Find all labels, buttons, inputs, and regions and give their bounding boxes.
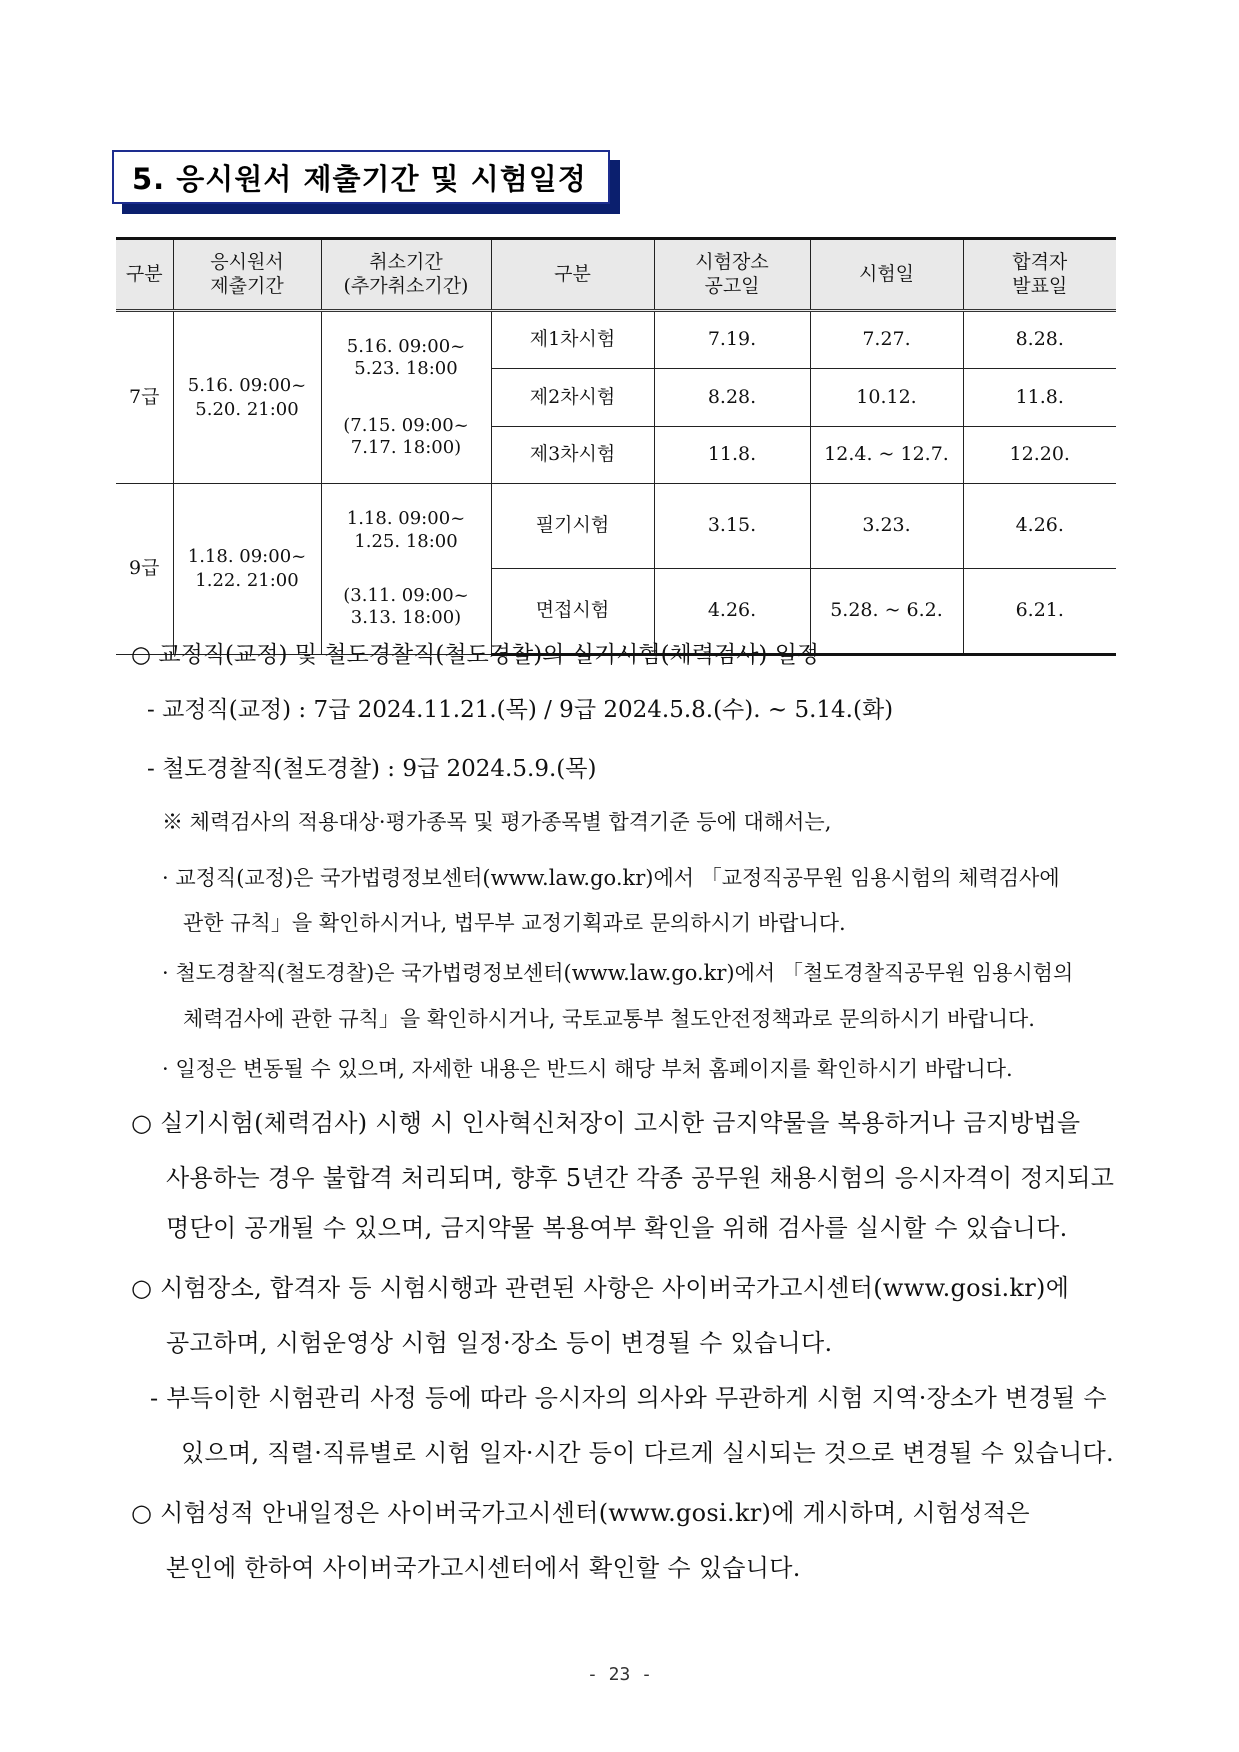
grade-cell: 9급 (116, 484, 173, 654)
exam-score-cont: 본인에 한하여 사이버국가고시센터에서 확인할 수 있습니다. (166, 1554, 801, 1582)
exam-date-cell: 5.28. ~ 6.2. (810, 568, 963, 654)
header-cancel-period: 취소기간 (추가취소기간) (321, 239, 491, 311)
cancel-period-cell (321, 484, 491, 654)
title-frame (112, 150, 610, 204)
cancel-period: 5.16. 09:00~ 5.23. 18:00 (346, 335, 466, 380)
table-header-row (116, 239, 1116, 311)
table-row (116, 311, 1116, 369)
exam-date-cell: 3.23. (810, 484, 963, 568)
result-date-cell: 12.20. (963, 426, 1116, 483)
header-category: 구분 (116, 239, 173, 311)
venue-notice-cell: 4.26. (654, 568, 810, 654)
venue-change-note: - 부득이한 시험관리 사정 등에 따라 응시자의 의사와 무관하게 시험 지역·장소가 변경될 수 (150, 1384, 1107, 1412)
header-venue-notice: 시험장소 공고일 (654, 239, 810, 311)
stage-cell: 제1차시험 (491, 311, 654, 369)
header-exam-date: 시험일 (810, 239, 963, 311)
stage-cell: 제3차시험 (491, 426, 654, 483)
header-submission-period: 응시원서 제출기간 (173, 239, 321, 311)
note-fitness-test: ※ 체력검사의 적용대상·평가종목 및 평가종목별 합격기준 등에 대해서는, (162, 810, 832, 834)
note-correction-law: · 교정직(교정)은 국가법령정보센터(www.law.go.kr)에서 「교정직공무원 임용시험의 체력검사에 (162, 866, 1060, 890)
exam-date-cell: 12.4. ~ 12.7. (810, 426, 963, 483)
cancel-extra-period: (3.11. 09:00~ 3.13. 18:00) (343, 584, 469, 629)
exam-date-cell: 10.12. (810, 369, 963, 426)
submission-period-cell: 5.16. 09:00~ 5.20. 21:00 (173, 311, 321, 484)
cancel-period-cell (321, 311, 491, 484)
table-row (116, 484, 1116, 568)
note-railroad-law-cont: 체력검사에 관한 규칙」을 확인하시거나, 국토교통부 철도안전정책과로 문의하시기 바랍니다. (183, 1007, 1035, 1031)
header-stage: 구분 (491, 239, 654, 311)
submission-period-cell: 1.18. 09:00~ 1.22. 21:00 (173, 484, 321, 654)
venue-notice-cell: 8.28. (654, 369, 810, 426)
bullet-practical-exam-schedule: ○ 교정직(교정) 및 철도경찰직(철도경찰)의 실기시험(체력검사) 일정 (131, 642, 820, 668)
exam-venue-notice-cont: 공고하며, 시험운영상 시험 일정·장소 등이 변경될 수 있습니다. (166, 1329, 833, 1357)
result-date-cell: 11.8. (963, 369, 1116, 426)
cancel-period: 1.18. 09:00~ 1.25. 18:00 (346, 508, 466, 552)
page-number: - 23 - (586, 1664, 653, 1685)
schedule-correction: - 교정직(교정) : 7급 2024.11.21.(목) / 9급 2024.5.8.(수). ~ 5.14.(화) (147, 697, 894, 723)
section-title: 5. 응시원서 제출기간 및 시험일정 (132, 161, 587, 196)
stage-cell: 면접시험 (491, 568, 654, 654)
stage-cell: 필기시험 (491, 484, 654, 568)
section-title-box (112, 150, 610, 204)
venue-notice-cell: 11.8. (654, 426, 810, 483)
bullet-prohibited-drugs: ○ 실기시험(체력검사) 시행 시 인사혁신처장이 고시한 금지약물을 복용하거나 금지방법을 (131, 1109, 1081, 1137)
venue-change-note-cont: 있으며, 직렬·직류별로 시험 일자·시간 등이 다르게 실시되는 것으로 변경될 수 있습니다. (181, 1439, 1114, 1467)
grade-cell: 7급 (116, 311, 173, 484)
exam-date-cell: 7.27. (810, 311, 963, 369)
venue-notice-cell: 7.19. (654, 311, 810, 369)
venue-notice-cell: 3.15. (654, 484, 810, 568)
result-date-cell: 4.26. (963, 484, 1116, 568)
prohibited-drugs-cont-2: 명단이 공개될 수 있으며, 금지약물 복용여부 확인을 위해 검사를 실시할 수 있습니다. (166, 1214, 1068, 1242)
bullet-exam-venue-notice: ○ 시험장소, 합격자 등 시험시행과 관련된 사항은 사이버국가고시센터(www.gosi.kr)에 (131, 1274, 1070, 1302)
result-date-cell: 6.21. (963, 568, 1116, 654)
schedule-railroad-police: - 철도경찰직(철도경찰) : 9급 2024.5.9.(목) (147, 756, 597, 782)
result-date-cell: 8.28. (963, 311, 1116, 369)
note-schedule-change: · 일정은 변동될 수 있으며, 자세한 내용은 반드시 해당 부처 홈페이지를 확인하시기 바랍니다. (162, 1057, 1013, 1081)
prohibited-drugs-cont-1: 사용하는 경우 불합격 처리되며, 향후 5년간 각종 공무원 채용시험의 응시자격이 정지되고 (166, 1164, 1115, 1192)
note-railroad-law: · 철도경찰직(철도경찰)은 국가법령정보센터(www.law.go.kr)에서 「철도경찰직공무원 임용시험의 (162, 961, 1074, 985)
stage-cell: 제2차시험 (491, 369, 654, 426)
bullet-exam-score: ○ 시험성적 안내일정은 사이버국가고시센터(www.gosi.kr)에 게시하며, 시험성적은 (131, 1499, 1030, 1527)
header-result-date: 합격자 발표일 (963, 239, 1116, 311)
cancel-extra-period: (7.15. 09:00~ 7.17. 18:00) (343, 414, 469, 458)
exam-schedule-table (116, 237, 1116, 656)
note-correction-law-cont: 관한 규칙」을 확인하시거나, 법무부 교정기획과로 문의하시기 바랍니다. (183, 911, 846, 935)
